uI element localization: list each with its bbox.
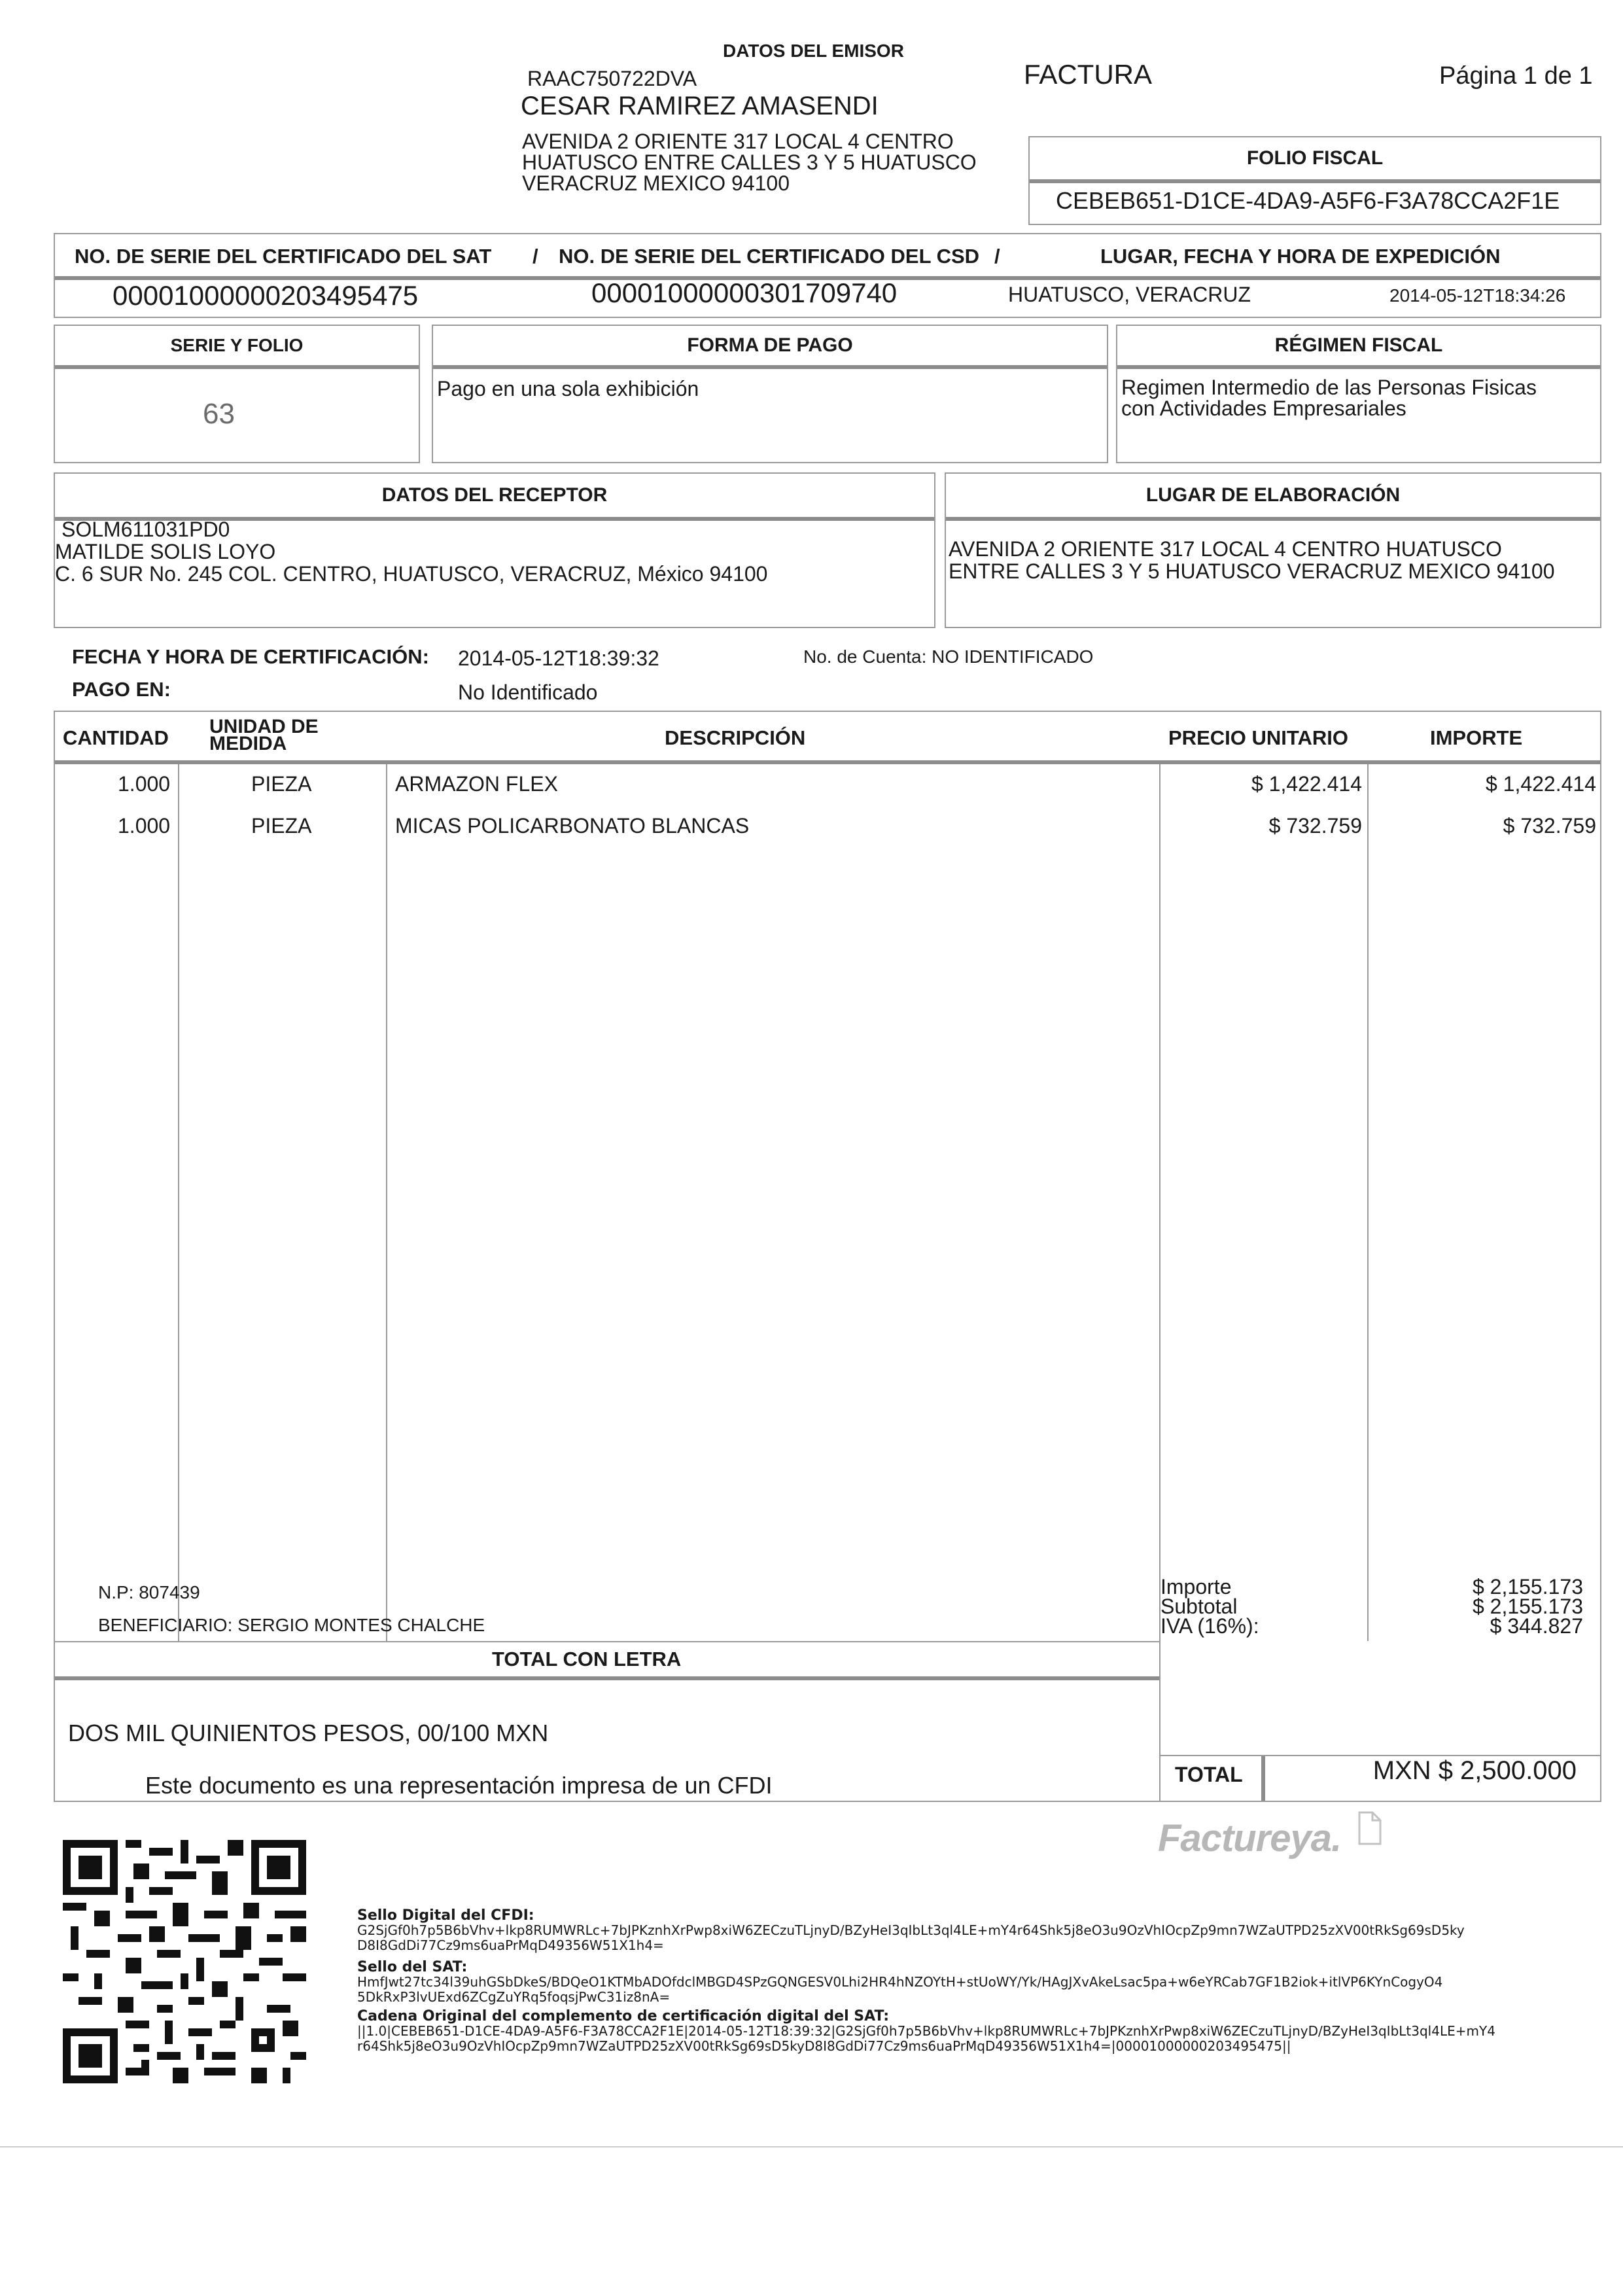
col-descripcion: DESCRIPCIÓN: [665, 726, 806, 749]
receptor-data: [55, 518, 768, 586]
iva-value: $ 344.827: [1490, 1614, 1583, 1638]
forma-pago-box: [432, 325, 1108, 463]
certificados-box: [54, 233, 1601, 318]
iva-label: IVA (16%):: [1161, 1614, 1259, 1638]
cert-csd-label: NO. DE SERIE DEL CERTIFICADO DEL CSD: [559, 245, 980, 268]
receptor-nombre: MATILDE SOLIS LOYO: [55, 540, 276, 563]
cert-separator: /: [532, 245, 538, 268]
numero-cuenta: No. de Cuenta: NO IDENTIFICADO: [803, 646, 1094, 667]
importe-value: $ 2,155.173: [1472, 1575, 1583, 1598]
forma-pago-value: Pago en una sola exhibición: [437, 377, 699, 400]
document-icon: [1355, 1810, 1384, 1846]
sello-sat-label: Sello del SAT:: [357, 1959, 468, 1975]
items-header: [55, 712, 1600, 764]
expedicion-label: LUGAR, FECHA Y HORA DE EXPEDICIÓN: [1100, 245, 1501, 268]
row-unidad: PIEZA: [251, 772, 312, 796]
emisor-heading: DATOS DEL EMISOR: [723, 41, 904, 61]
emisor-nombre: CESAR RAMIREZ AMASENDI: [521, 92, 879, 120]
regimen-fiscal-label: RÉGIMEN FISCAL: [1117, 326, 1600, 369]
regimen-fiscal-box: [1116, 325, 1601, 463]
elaboracion-line: ENTRE CALLES 3 Y 5 HUATUSCO VERACRUZ MEXICO 94100: [949, 559, 1555, 583]
cert-separator: /: [994, 245, 1000, 268]
elaboracion-value: [949, 538, 1555, 582]
subtotal-label: Subtotal: [1161, 1595, 1238, 1618]
receptor-rfc: SOLM611031PD0: [61, 518, 230, 541]
cert-sat-value: 00001000000203495475: [113, 280, 419, 311]
elaboracion-box: [945, 472, 1601, 628]
totales-values: [1473, 1577, 1583, 1636]
receptor-direccion: C. 6 SUR No. 245 COL. CENTRO, HUATUSCO, VERACRUZ, México 94100: [55, 562, 768, 586]
col-unidad-line: UNIDAD DE: [209, 716, 319, 737]
receptor-box: [54, 472, 935, 628]
forma-pago-label: FORMA DE PAGO: [433, 326, 1107, 369]
sello-cfdi-label: Sello Digital del CFDI:: [357, 1907, 534, 1924]
subtotal-value: $ 2,155.173: [1472, 1595, 1583, 1618]
cadena-original-label: Cadena Original del complemento de certificación digital del SAT:: [357, 2008, 890, 2024]
folio-fiscal-value: CEBEB651-D1CE-4DA9-A5F6-F3A78CCA2F1E: [1056, 187, 1560, 214]
expedicion-fecha: 2014-05-12T18:34:26: [1389, 285, 1566, 306]
row-unidad: PIEZA: [251, 814, 312, 838]
table-row: [55, 768, 1600, 810]
total-letra-label: TOTAL CON LETRA: [492, 1648, 682, 1670]
col-precio: PRECIO UNITARIO: [1168, 726, 1348, 749]
cert-csd-value: 00001000000301709740: [591, 277, 898, 308]
col-importe: IMPORTE: [1430, 726, 1523, 749]
row-cantidad: 1.000: [118, 814, 171, 838]
importe-label: Importe: [1161, 1575, 1232, 1598]
pago-en-value: No Identificado: [458, 680, 598, 704]
sello-sat-line: HmfJwt27tc34l39uhGSbDkeS/BDQeO1KTMbADOfdclMBGD4SPzGQNGESV0Lhi2HR4hNZOYtH+stUoWY/Yk/HAgJXvAkeLsac5pa+w6eYRCab7GF1B2iok+itlVP6KYnCogyO4: [357, 1974, 1443, 1990]
elaboracion-line: AVENIDA 2 ORIENTE 317 LOCAL 4 CENTRO HUATUSCO: [949, 537, 1502, 561]
table-row: [55, 810, 1600, 852]
row-importe: $ 732.759: [1503, 814, 1596, 838]
page-divider: [0, 2146, 1623, 2147]
emisor-rfc: RAAC750722DVA: [527, 67, 697, 90]
sello-cfdi-line: D8I8GdDi77Cz9ms6uaPrMqD49356W51X1h4=: [357, 1937, 664, 1953]
totales-labels: [1161, 1577, 1259, 1636]
elaboracion-label: LUGAR DE ELABORACIÓN: [946, 474, 1600, 521]
emisor-dir-line: HUATUSCO ENTRE CALLES 3 Y 5 HUATUSCO: [522, 150, 977, 174]
sello-cfdi-line: G2SjGf0h7p5B6bVhv+lkp8RUMWRLc+7bJPKznhXrPwp8xiW6ZECzuTLjnyD/BZyHeI3qIbLt3ql4LE+mY4r64Shk5j8eO3u9OzVhIOcpZp9mn7WZaUTPD25zXV00tRkSg69sD5ky: [357, 1922, 1465, 1938]
row-cantidad: 1.000: [118, 772, 171, 796]
col-unidad-line: MEDIDA: [209, 733, 287, 754]
document-type: FACTURA: [1024, 59, 1153, 90]
regimen-line: con Actividades Empresariales: [1121, 397, 1406, 420]
cert-sat-label: NO. DE SERIE DEL CERTIFICADO DEL SAT: [75, 245, 492, 268]
col-unidad: [209, 718, 319, 752]
receptor-label: DATOS DEL RECEPTOR: [55, 474, 934, 521]
cadena-original-line: r64Shk5j8eO3u9OzVhIOcpZp9mn7WZaUTPD25zXV00tRkSg69sD5kyD8I8GdDi77Cz9ms6uaPrMqD49356W51X1h4=|00001000000203495475||: [357, 2038, 1291, 2054]
page-number: Página 1 de 1: [1439, 62, 1593, 90]
row-precio: $ 1,422.414: [1251, 772, 1362, 796]
serie-folio-label: SERIE Y FOLIO: [55, 326, 419, 369]
row-importe: $ 1,422.414: [1485, 772, 1596, 796]
factureya-logo: Factureya.: [1158, 1817, 1342, 1860]
col-cantidad: CANTIDAD: [63, 726, 169, 749]
total-value: MXN $ 2,500.000: [1372, 1756, 1577, 1785]
sello-sat-line: 5DkRxP3lvUExd6ZCgZuYRq5foqsjPwC31iz8nA=: [357, 1989, 671, 2005]
regimen-fiscal-value: [1121, 377, 1537, 419]
serie-folio-box: [54, 325, 420, 463]
cfdi-leyenda: Este documento es una representación impresa de un CFDI: [145, 1772, 773, 1799]
total-label: TOTAL: [1175, 1763, 1243, 1786]
emisor-dir-line: AVENIDA 2 ORIENTE 317 LOCAL 4 CENTRO: [522, 130, 954, 153]
cadena-original-line: ||1.0|CEBEB651-D1CE-4DA9-A5F6-F3A78CCA2F1E|2014-05-12T18:39:32|G2SjGf0h7p5B6bVhv+lkp8RUMWRLc+7bJPKznhXrPwp8xiW6ZECzuTLjnyD/BZyHeI3qIbLt3ql4LE+mY4: [357, 2023, 1495, 2039]
pago-en-label: PAGO EN:: [72, 678, 171, 701]
emisor-dir-line: VERACRUZ MEXICO 94100: [522, 171, 790, 195]
row-precio: $ 732.759: [1268, 814, 1362, 838]
items-table: [54, 711, 1601, 1802]
certificacion-value: 2014-05-12T18:39:32: [458, 646, 659, 670]
expedicion-lugar: HUATUSCO, VERACRUZ: [1008, 283, 1251, 306]
certificacion-label: FECHA Y HORA DE CERTIFICACIÓN:: [72, 645, 429, 668]
sellos-block: [357, 1908, 1495, 2054]
emisor-direccion: [522, 131, 977, 194]
row-descripcion: ARMAZON FLEX: [395, 772, 558, 796]
qr-code-icon: [63, 1840, 306, 2083]
row-descripcion: MICAS POLICARBONATO BLANCAS: [395, 814, 750, 838]
folio-fiscal-label: FOLIO FISCAL: [1030, 137, 1600, 183]
nota-beneficiario: BENEFICIARIO: SERGIO MONTES CHALCHE: [98, 1615, 485, 1635]
total-letra-value: DOS MIL QUINIENTOS PESOS, 00/100 MXN: [68, 1720, 549, 1746]
serie-folio-value: 63: [203, 398, 235, 430]
folio-fiscal-box: [1028, 136, 1601, 225]
regimen-line: Regimen Intermedio de las Personas Fisicas: [1121, 376, 1537, 399]
nota-np: N.P: 807439: [98, 1582, 200, 1602]
